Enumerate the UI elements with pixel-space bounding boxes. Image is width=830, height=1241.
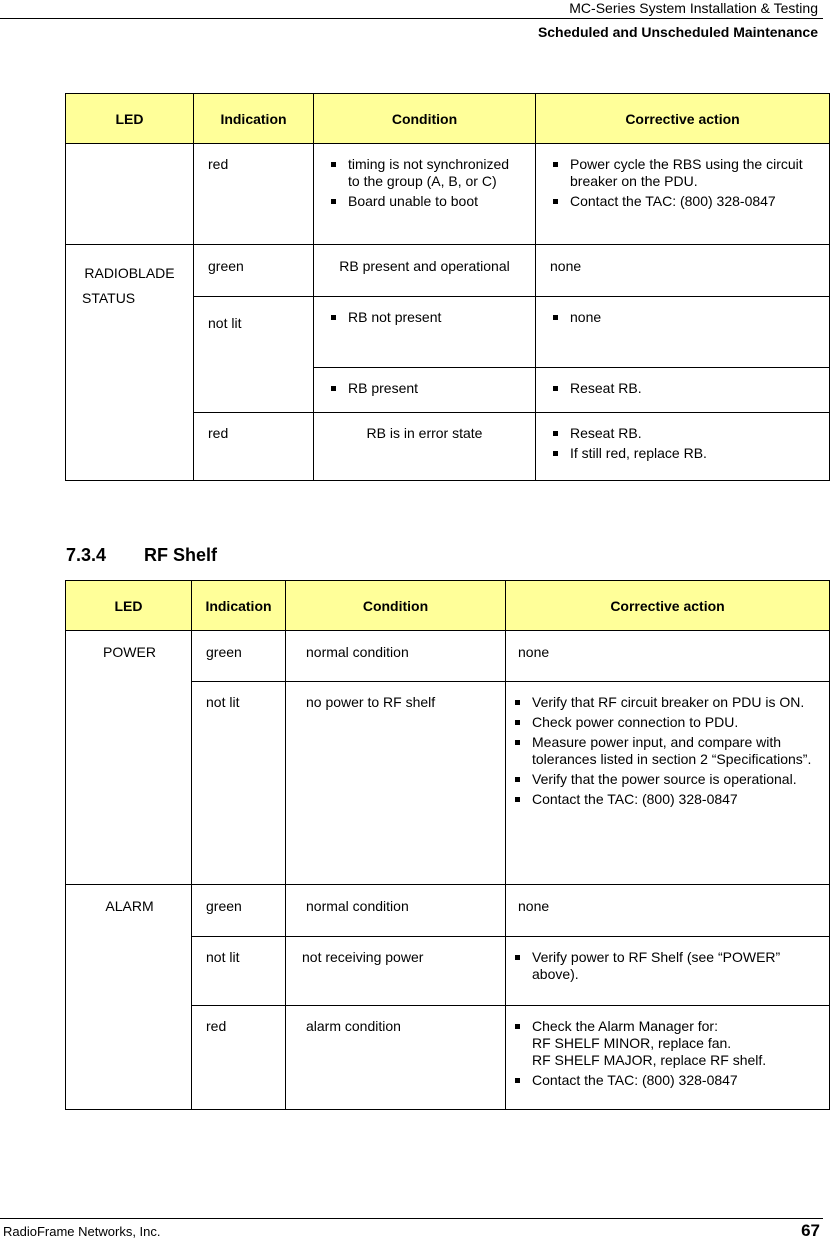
action-item: Verify that the power source is operational.: [512, 771, 815, 788]
table-row: [66, 885, 830, 937]
action-item: Check power connection to PDU.: [512, 714, 815, 731]
indication-cell: red: [208, 156, 229, 172]
action-item: Contact the TAC: (800) 328-0847: [512, 1072, 815, 1089]
indication-cell: not lit: [206, 949, 240, 965]
section-title: RF Shelf: [144, 545, 218, 565]
table-row: [66, 631, 830, 682]
action-cell: none: [518, 898, 550, 914]
radioblade-led-table: [65, 93, 830, 481]
action-item: Verify power to RF Shelf (see “POWER” above).: [512, 949, 815, 983]
led-name: ALARM: [105, 898, 154, 914]
led-cell-empty: [66, 144, 194, 245]
condition-cell: not receiving power: [302, 949, 424, 965]
led-name: RADIOBLADE: [84, 265, 175, 281]
col-header-indication: Indication: [194, 94, 314, 144]
condition-item: timing is not synchronized to the group (A, B, or C): [328, 156, 521, 190]
indication-cell: green: [206, 644, 242, 660]
header-rule: [0, 18, 823, 19]
indication-cell: red: [208, 425, 229, 441]
col-header-condition: Condition: [314, 94, 536, 144]
col-header-corrective-action: Corrective action: [506, 581, 830, 631]
action-item: Contact the TAC: (800) 328-0847: [550, 193, 815, 210]
led-name: POWER: [103, 644, 156, 660]
action-cell: none: [550, 258, 582, 274]
table-row: [66, 144, 830, 245]
section-number: 7.3.4: [66, 545, 107, 565]
footer-rule: [0, 1218, 823, 1219]
condition-item: RB present: [328, 380, 521, 397]
action-item: none: [550, 309, 815, 326]
action-item: Contact the TAC: (800) 328-0847: [512, 791, 815, 808]
condition-item: RB not present: [328, 309, 521, 326]
footer-company: RadioFrame Networks, Inc.: [3, 1224, 161, 1239]
action-item: Verify that RF circuit breaker on PDU is ON.: [512, 694, 815, 711]
action-item: Check the Alarm Manager for: RF SHELF MINOR, replace fan. RF SHELF MAJOR, replace RF shelf.: [512, 1018, 815, 1069]
action-item: Power cycle the RBS using the circuit breaker on the PDU.: [550, 156, 815, 190]
col-header-led: LED: [66, 94, 194, 144]
condition-cell: normal condition: [306, 898, 409, 914]
condition-cell: RB is in error state: [366, 425, 483, 441]
action-item: If still red, replace RB.: [550, 445, 815, 462]
condition-cell: normal condition: [306, 644, 409, 660]
indication-cell: not lit: [206, 694, 240, 710]
led-name-line2: STATUS: [82, 290, 136, 306]
condition-cell: alarm condition: [306, 1018, 401, 1034]
indication-cell: not lit: [208, 315, 242, 331]
header-subtitle: Scheduled and Unscheduled Maintenance: [537, 24, 818, 40]
section-heading: [66, 545, 217, 566]
action-cell: none: [518, 644, 550, 660]
col-header-condition: Condition: [286, 581, 506, 631]
rf-shelf-led-table: [65, 580, 830, 1110]
indication-cell: green: [208, 258, 244, 274]
condition-item: Board unable to boot: [328, 193, 521, 210]
indication-cell: red: [206, 1018, 227, 1034]
header-title: MC-Series System Installation & Testing: [569, 0, 818, 16]
col-header-led: LED: [66, 581, 192, 631]
action-item: Reseat RB.: [550, 380, 815, 397]
table-row: [66, 245, 830, 297]
condition-cell: RB present and operational: [339, 258, 510, 274]
col-header-corrective-action: Corrective action: [536, 94, 830, 144]
col-header-indication: Indication: [192, 581, 286, 631]
indication-cell: green: [206, 898, 242, 914]
condition-cell: no power to RF shelf: [306, 694, 436, 710]
action-item: Reseat RB.: [550, 425, 815, 442]
action-item: Measure power input, and compare with tolerances listed in section 2 “Specifications”.: [512, 734, 815, 768]
page-number: 67: [801, 1221, 820, 1240]
